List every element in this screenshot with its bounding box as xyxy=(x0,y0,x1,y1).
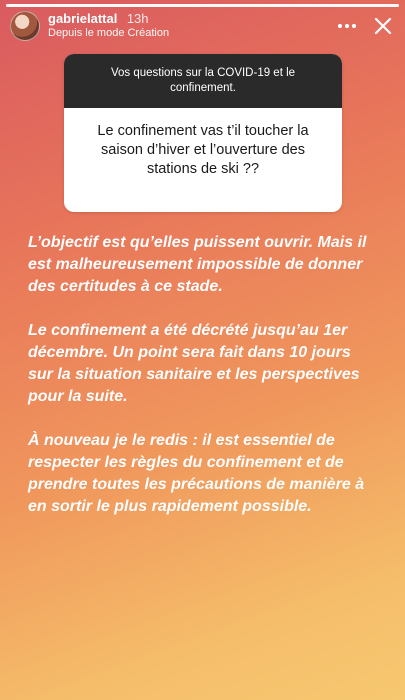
story-progress-bar xyxy=(6,4,399,7)
more-icon[interactable] xyxy=(335,14,359,38)
avatar[interactable] xyxy=(10,11,40,41)
story-header xyxy=(10,10,395,42)
more-icon-glyph xyxy=(337,23,357,29)
answer-paragraph: À nouveau je le redis : il est essentiel de respecter les règles du confinement et de prendre toutes les précautions de manière à en sortir le plus rapidement possible. xyxy=(28,432,365,515)
story-progress-fill xyxy=(6,4,399,7)
close-icon[interactable] xyxy=(371,14,395,38)
time-ago: 13h xyxy=(126,11,149,26)
answer-paragraph: L’objectif est qu’elles puissent ouvrir. Mais il est malheureusement impossible de donner des certitudes à ce stade. xyxy=(28,234,367,295)
answer-paragraph: Le confinement a été décrété jusqu’au 1er décembre. Un point sera fait dans 10 jours sur la situation sanitaire et les perspectives pour la suite. xyxy=(28,322,360,405)
question-text: Le confinement vas t’il toucher la saison d’hiver et l’ouverture des stations de ski ?? xyxy=(97,123,309,177)
question-box-header: Vos questions sur la COVID-19 et le confinement. xyxy=(64,54,342,108)
username[interactable]: gabrielattal xyxy=(48,11,118,26)
user-meta xyxy=(48,12,169,40)
close-icon-glyph xyxy=(373,16,393,36)
question-box xyxy=(64,54,342,212)
answer-text xyxy=(28,232,380,540)
story-subtitle: Depuis le mode Création xyxy=(48,27,170,39)
